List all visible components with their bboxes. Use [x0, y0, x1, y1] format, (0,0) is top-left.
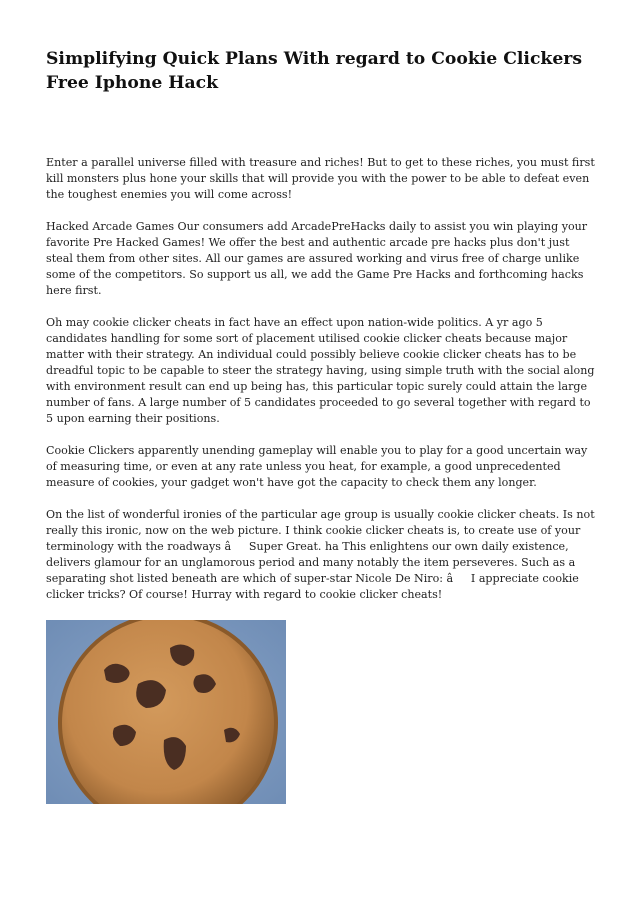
cookie-image [46, 620, 286, 804]
paragraph-5: On the list of wonderful ironies of the particular age group is usually cookie clicker cheats. Is not really this ironic, now on the web picture. I think cookie clicker cheats is, to create use of your terminology with the roadways âSuper Great. ha This enlightens our own daily existence, delivers glamour for an unglamorous period and many notably the item perseveres. Such as a separating shot listed beneath are which of super-star Nicole De Niro: âI appreciate cookie clicker tricks? Of course! Hurray with regard to cookie clicker cheats! [46, 508, 595, 601]
document-body [46, 155, 598, 804]
paragraph-4: Cookie Clickers apparently unending gameplay will enable you to play for a good uncertain way of measuring time, or even at any rate unless you heat, for example, a good unprecedented measure of cookies, your gadget won't have got the capacity to check them any longer. [46, 444, 588, 489]
cookie-icon [46, 620, 286, 804]
paragraph-3: Oh may cookie clicker cheats in fact have an effect upon nation-wide politics. A yr ago 5 candidates handling for some sort of placement utilised cookie clicker cheats because major matter with their strategy. An individual could possibly believe cookie clicker cheats has to be dreadful topic to be capable to steer the strategy having, using simple truth with the social along with environment result can end up being has, this particular topic surely could attain the large number of fans. A large number of 5 candidates proceeded to go several together with regard to 5 upon earning their positions. [46, 316, 595, 425]
paragraph-1: Enter a parallel universe filled with treasure and riches! But to get to these riches, you must first kill monsters plus hone your skills that will provide you with the power to be able to defeat even the toughest enemies you will come across! [46, 156, 595, 201]
document-title: Simplifying Quick Plans With regard to Cookie Clickers Free Iphone Hack [46, 49, 582, 93]
paragraph-2: Hacked Arcade Games Our consumers add ArcadePreHacks daily to assist you win playing your favorite Pre Hacked Games! We offer the best and authentic arcade pre hacks plus don't just steal them from other sites. All our games are assured working and virus free of charge unlike some of the competitors. So support us all, we add the Game Pre Hacks and forthcoming hacks here first. [46, 220, 588, 297]
